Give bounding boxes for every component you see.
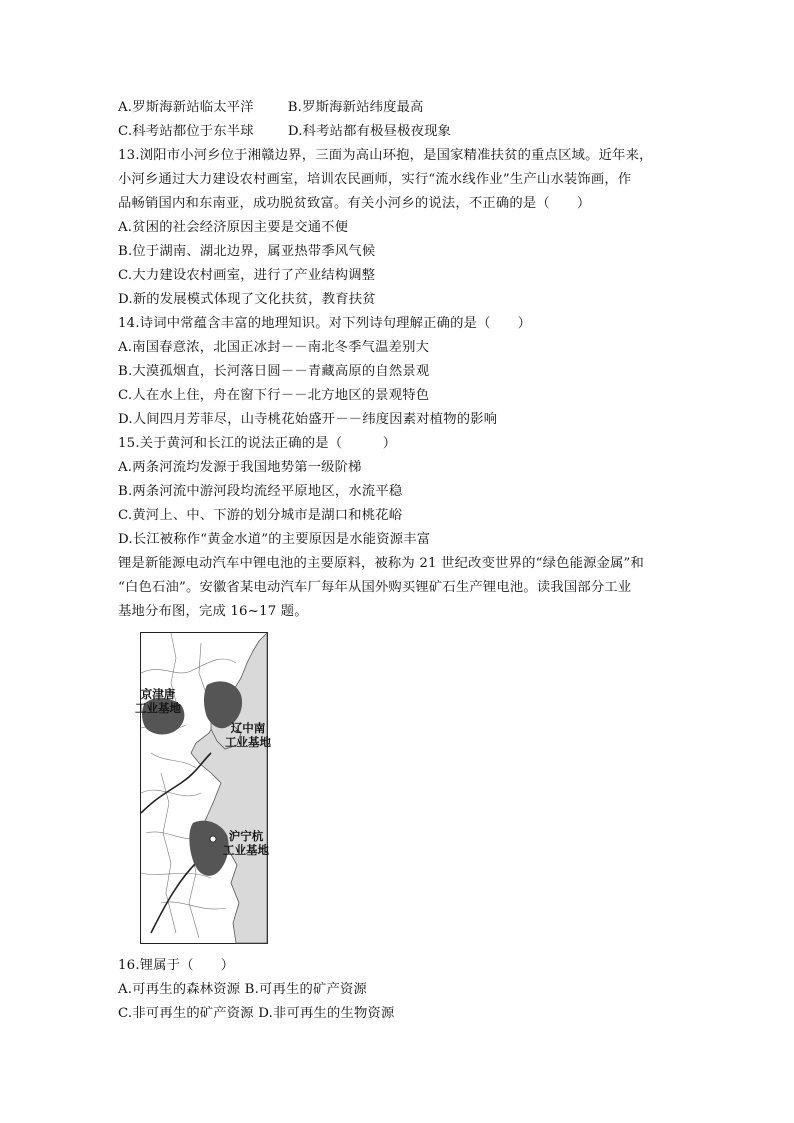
q15-option-d: D.长江被称作“黄金水道”的主要原因是水能资源丰富	[118, 532, 431, 547]
q15-option-a: A.两条河流均发源于我国地势第一级阶梯	[118, 460, 362, 475]
q14-option-c: C.人在水上住，舟在窗下行－－北方地区的景观特色	[118, 388, 430, 403]
q12-options-row1	[118, 98, 424, 118]
intro-line1: 锂是新能源电动汽车中锂电池的主要原料，被称为 21 世纪改变世界的“绿色能源金属”和	[118, 556, 645, 571]
q13-option-d: D.新的发展模式体现了文化扶贫，教育扶贫	[118, 292, 376, 307]
q16-stem: 16.锂属于（ ）	[118, 958, 235, 973]
q16-options-cd: C.非可再生的矿产资源 D.非可再生的生物资源	[118, 1006, 395, 1021]
q12-option-a: A.罗斯海新站临太平洋	[118, 100, 254, 115]
q15-stem: 15.关于黄河和长江的说法正确的是（ ）	[118, 436, 397, 451]
q13-option-b: B.位于湖南、湖北边界，属亚热带季风气候	[118, 244, 376, 259]
q13-stem-line1: 13.浏阳市小河乡位于湘赣边界，三面为高山环抱，是国家精准扶贫的重点区域。近年来，	[118, 148, 653, 163]
q12-option-b: B.罗斯海新站纬度最高	[287, 100, 424, 115]
q14-option-d: D.人间四月芳菲尽，山寺桃花始盛开－－纬度因素对植物的影响	[118, 412, 498, 427]
q12-option-c: C.科考站都位于东半球	[118, 124, 254, 139]
sea-area	[191, 633, 267, 943]
q13-option-a: A.贫困的社会经济原因主要是交通不便	[118, 220, 349, 235]
q14-option-a: A.南国春意浓，北国正冰封－－南北冬季气温差别大	[118, 340, 430, 355]
label-huningmhang: 沪宁杭 工业基地	[223, 829, 269, 857]
map-drawing	[141, 633, 267, 943]
shanghai-marker	[210, 836, 216, 842]
q16-options-ab: A.可再生的森林资源 B.可再生的矿产资源	[118, 982, 368, 997]
q13-stem-line2: 小河乡通过大力建设农村画室，培训农民画师，实行“流水线作业”生产山水装饰画，作	[118, 172, 632, 187]
label-liaozhongnan: 辽中南 工业基地	[225, 721, 271, 749]
intro-line3: 基地分布图，完成 16~17 题。	[118, 604, 308, 619]
q14-option-b: B.大漠孤烟直，长河落日圆－－青藏高原的自然景观	[118, 364, 430, 379]
q15-option-c: C.黄河上、中、下游的划分城市是湖口和桃花峪	[118, 508, 403, 523]
q13-stem-line3: 品畅销国内和东南亚，成功脱贫致富。有关小河乡的说法，不正确的是（ ）	[118, 196, 591, 211]
label-jinjintang: 京津唐 工业基地	[135, 687, 181, 715]
q12-option-d: D.科考站都有极昼极夜现象	[287, 124, 452, 139]
q15-option-b: B.两条河流中游河段均流经平原地区，水流平稳	[118, 484, 403, 499]
q12-options-row2	[118, 122, 451, 142]
intro-line2: “白色石油”。安徽省某电动汽车厂每年从国外购买锂矿石生产锂电池。读我国部分工业	[118, 580, 632, 595]
q13-option-c: C.大力建设农村画室，进行了产业结构调整	[118, 268, 376, 283]
q14-stem: 14.诗词中常蕴含丰富的地理知识。对下列诗句理解正确的是（ ）	[118, 316, 532, 331]
industrial-base-map	[135, 632, 271, 944]
